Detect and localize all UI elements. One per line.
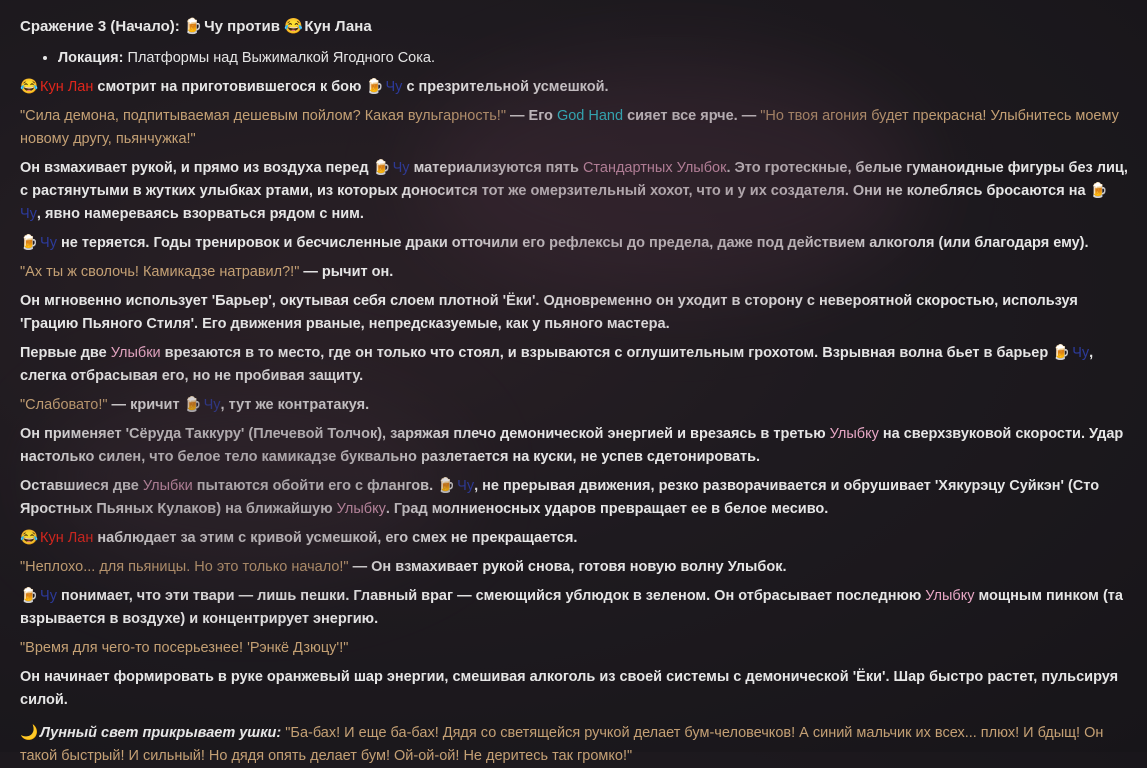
beer-icon: 🍺: [20, 588, 39, 604]
paragraph-6: [20, 290, 1129, 336]
text: Он взмахивает рукой, и прямо из воздуха перед: [20, 160, 369, 176]
smile-name: Улыбку: [925, 588, 975, 604]
kun-name: Кун Лана: [304, 18, 372, 35]
paragraph-4: [20, 232, 1129, 255]
text: врезаются в то место, где он только что стоял, и взрываются с оглушительным грохотом. Взрывная волна бьет в барьер: [164, 345, 1049, 361]
text: на сверхзвуковой скорости. Удар настолько силен, что белое тело камикадзе буквально разлетается на куски, не успев сдетонировать.: [20, 426, 1124, 465]
text: материализуются пять: [413, 160, 579, 176]
paragraph-11: [20, 527, 1129, 550]
smile-name: Улыбку: [829, 426, 879, 442]
chu-name: Чу: [40, 235, 57, 251]
quote: "Ах ты ж сволочь! Камикадзе натравил?!": [20, 264, 300, 280]
beer-icon: 🍺: [183, 397, 202, 413]
smiles-name: Улыбки: [142, 478, 193, 494]
text: с презрительной усмешкой.: [406, 79, 609, 95]
moon-icon: 🌙: [20, 725, 39, 741]
beer-icon: 🍺: [365, 79, 384, 95]
text: , явно намереваясь взорваться рядом с ним.: [36, 206, 364, 222]
text: Он начинает формировать в руке оранжевый шар энергии, смешивая алкоголь из своей системы с демонической 'Ёки'. Шар быстро растет, пульсируя силой.: [20, 669, 1119, 708]
text: — кричит: [107, 397, 180, 413]
text: Он мгновенно использует 'Барьер', окутывая себя слоем плотной 'Ёки'. Одновременно он уходит в сторону с невероятной скоростью, используя 'Грацию Пьяного Стиля'. Его движения рваные, непредсказуемые, как у пьяного мастера.: [20, 293, 1078, 332]
chu-name: Чу: [203, 397, 221, 413]
info-list: [20, 46, 1129, 70]
location-text: Платформы над Выжималкой Ягодного Сока.: [127, 50, 435, 66]
chu-name: Чу: [20, 206, 37, 222]
moon-comment: [20, 722, 1129, 768]
text: не теряется. Годы тренировок и бесчисленные драки отточили его рефлексы до предела, даже под действием алкоголя (или благодаря ему).: [60, 235, 1089, 251]
laugh-icon: 😂: [284, 18, 303, 35]
text: , тут же контратакуя.: [220, 397, 370, 413]
paragraph-7: [20, 342, 1129, 388]
quote: "Сила демона, подпитываемая дешевым пойлом? Какая вульгарность!": [20, 108, 506, 124]
text: Оставшиеся две: [20, 478, 139, 494]
text: наблюдает за этим с кривой усмешкой, его смех не прекращается.: [97, 530, 578, 546]
battle-title: [20, 14, 1129, 40]
quote: "Ба-бах! И еще ба-бах! Дядя со светящейся ручкой делает бум-человечков! А синий мальчик их всех... плюх! И бдыщ! Он такой быстрый! И сильный! Но дядя опять делает бум! Ой-ой-ой! Не деритесь так громко!": [20, 725, 1104, 764]
text: Он применяет 'Сёруда Таккуру' (Плечевой Толчок), заряжая плечо демонической энергией и врезаясь в третью: [20, 426, 826, 442]
quote: "Неплохо... для пьяницы. Но это только начало!": [20, 559, 349, 575]
chu-name: Чу: [204, 18, 223, 35]
vs-label: против: [227, 18, 280, 35]
paragraph-15: [20, 666, 1129, 712]
text: , не прерывая движения, резко разворачивается и обрушивает 'Хякурэцу Суйкэн' (Сто Яростных Пьяных Кулаков) на ближайшую: [20, 478, 1100, 517]
text: — рычит он.: [299, 264, 394, 280]
beer-icon: 🍺: [372, 160, 391, 176]
smiles-name: Стандартных Улыбок: [582, 160, 727, 176]
laugh-icon: 😂: [20, 79, 39, 95]
quote: "Время для чего-то посерьезнее! 'Рэнкё Дзюцу'!": [20, 640, 349, 656]
paragraph-5: [20, 261, 1129, 284]
beer-icon: 🍺: [1089, 183, 1108, 199]
paragraph-8: [20, 394, 1129, 417]
text: мощным пинком (та взрывается в воздухе) и концентрирует энергию.: [20, 588, 1123, 627]
beer-icon: 🍺: [437, 478, 456, 494]
text: сияет все ярче. —: [623, 108, 761, 124]
smile-name: Улыбку: [336, 501, 386, 517]
smiles-name: Улыбки: [110, 345, 161, 361]
text: пытаются обойти его с флангов.: [196, 478, 434, 494]
paragraph-13: [20, 585, 1129, 631]
text: , слегка отбрасывая его, но не пробивая защиту.: [20, 345, 1094, 384]
paragraph-14: [20, 637, 1129, 660]
text: . Град молниеносных ударов превращает ее в белое месиво.: [385, 501, 829, 517]
chu-name: Чу: [392, 160, 410, 176]
laugh-icon: 😂: [20, 530, 39, 546]
text: — Он взмахивает рукой снова, готовя новую волну Улыбок.: [348, 559, 787, 575]
kun-name: Кун Лан: [40, 530, 94, 546]
title-label: Сражение 3 (Начало):: [20, 18, 180, 35]
moon-label: Лунный свет прикрывает ушки:: [40, 725, 282, 741]
text: — Его: [505, 108, 557, 124]
quote: "Слабовато!": [20, 397, 108, 413]
god-hand-name: God Hand: [556, 108, 624, 124]
chu-name: Чу: [385, 79, 403, 95]
quote: "Но твоя агония будет прекрасна! Улыбнитесь моему новому другу, пьянчужка!": [20, 108, 1119, 147]
location-label: Локация:: [58, 50, 124, 66]
paragraph-3: [20, 157, 1129, 226]
paragraph-1: [20, 76, 1129, 99]
text: . Это гротескные, белые гуманоидные фигуры без лиц, с растянутыми в жутких улыбках ртами, из которых доносится тот же омерзительный хохот, что и у их создателя. Они не колеблясь бросаются на: [20, 160, 1128, 199]
paragraph-9: [20, 423, 1129, 469]
location-item: [58, 46, 1129, 70]
beer-icon: 🍺: [1052, 345, 1071, 361]
paragraph-12: [20, 556, 1129, 579]
text: понимает, что эти твари — лишь пешки. Главный враг — смеющийся ублюдок в зеленом. Он отбрасывает последнюю: [60, 588, 922, 604]
chu-name: Чу: [457, 478, 475, 494]
beer-icon: 🍺: [20, 235, 39, 251]
beer-icon: 🍺: [183, 18, 203, 35]
kun-name: Кун Лан: [40, 79, 94, 95]
text: Первые две: [20, 345, 107, 361]
chu-name: Чу: [40, 588, 57, 604]
paragraph-10: [20, 475, 1129, 521]
paragraph-2: [20, 105, 1129, 151]
text: смотрит на приготовившегося к бою: [97, 79, 362, 95]
chu-name: Чу: [1072, 345, 1090, 361]
